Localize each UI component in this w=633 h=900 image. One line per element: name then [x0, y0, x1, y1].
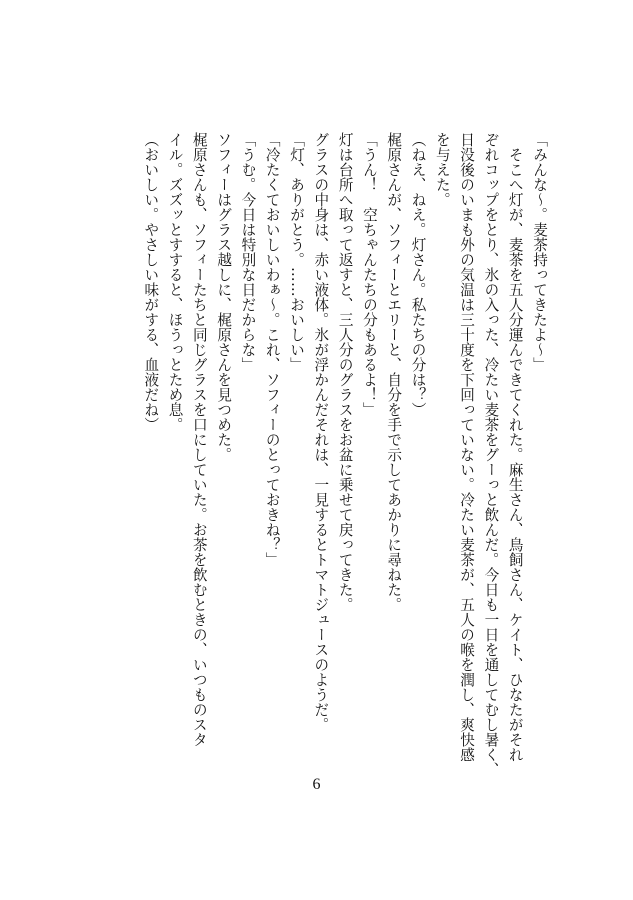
text-line: 梶原さんも、ソフィーたちと同じグラスを口にしていた。お茶を飲むときの、いつものスタ [190, 132, 208, 747]
text-line: ソフィーはグラス越しに、梶原さんを見つめた。 [215, 132, 233, 462]
text-line: 日没後のいまも外の気温は三十度を下回っていない。冷たい麦茶が、五人の喉を潤し、爽快感 [458, 132, 476, 762]
text-line: そこへ灯が、麦茶を五人分運んできてくれた。麻生さん、鳥飼さん、ケイト、ひなたがそれ [506, 132, 524, 762]
text-line: 「冷たくておいしいわぁ～。これ、ソフィーのとっておきね？」 [263, 132, 281, 567]
text-line: （おいしい。やさしい味がする、血液だね） [142, 132, 160, 432]
text-line: 灯は台所へ取って返すと、三人分のグラスをお盆に乗せて戻ってきた。 [336, 132, 354, 612]
text-line: 「灯、ありがとう。……おいしい」 [288, 132, 306, 372]
text-line: 「うむ。今日は特別な日だからな」 [239, 132, 257, 372]
body-text [138, 132, 551, 777]
text-line: 「うん！ 空ちゃんたちの分もあるよ！」 [360, 132, 378, 417]
text-line: （ねえ、ねえ。灯さん。私たちの分は？） [409, 132, 427, 417]
text-line: を与えた。 [433, 132, 451, 207]
text-line: グラスの中身は、赤い液体。氷が浮かんだそれは、一見するとトマトジュースのようだ。 [312, 132, 330, 732]
text-line: ぞれコップをとり、氷の入った、冷たい麦茶をグーっと飲んだ。今日も一日を通してむし暑く、 [482, 132, 500, 777]
page-number: 6 [312, 776, 321, 793]
text-line: イル。ズズッとすすると、ほうっとため息。 [166, 132, 184, 432]
text-line: 梶原さんが、ソフィーとエリーと、自分を手で示してあかりに尋ねた。 [385, 132, 403, 612]
text-line: 「みんな～。麦茶持ってきたよ～」 [531, 132, 548, 372]
